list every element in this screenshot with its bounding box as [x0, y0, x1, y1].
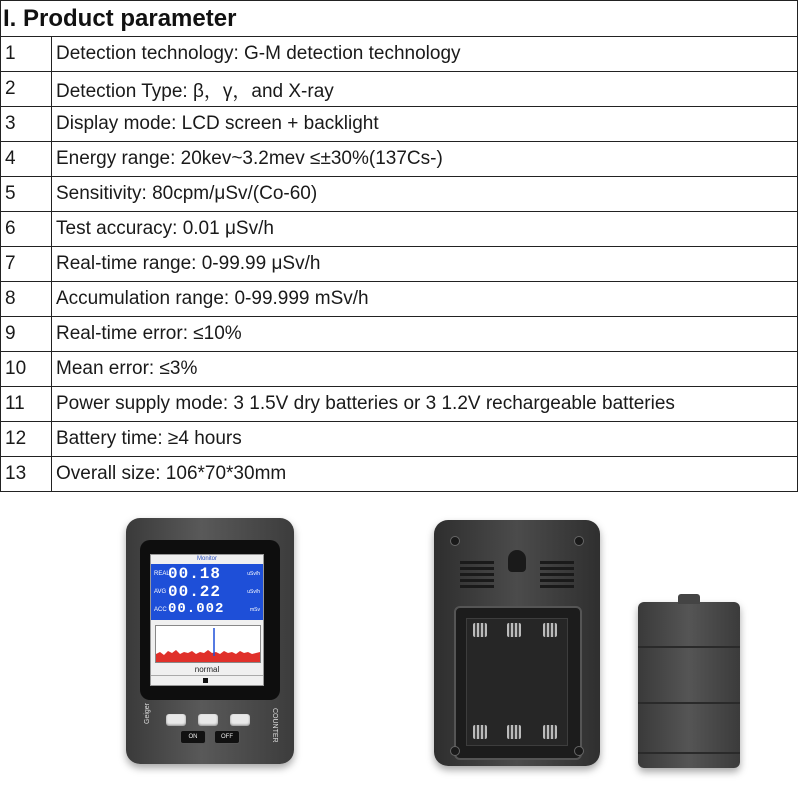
- battery-compartment: [454, 606, 582, 760]
- row-number: 13: [1, 457, 52, 492]
- row-text: Energy range: 20kev~3.2mev ≤±30%(137Cs-): [52, 142, 798, 177]
- reading-unit: mSv: [250, 607, 260, 613]
- table-body: [1, 37, 798, 492]
- battery-spring: [473, 725, 487, 739]
- lcd-screen: [150, 554, 264, 686]
- reading-key: AVG: [154, 589, 167, 595]
- battery-spring: [507, 623, 521, 637]
- reading-value: 00.002: [168, 601, 225, 617]
- graph-noise-fill: [156, 650, 260, 662]
- cover-ridge: [638, 752, 740, 754]
- table-row: [1, 72, 798, 107]
- cover-latch: [678, 594, 700, 604]
- reading-avg: [154, 583, 262, 601]
- row-number: 5: [1, 177, 52, 212]
- table-row: [1, 317, 798, 352]
- row-number: 4: [1, 142, 52, 177]
- hanging-hole: [508, 550, 526, 572]
- row-text: Detection Type: β，γ，and X-ray: [52, 72, 798, 107]
- row-number: 12: [1, 422, 52, 457]
- lcd-title: Monitor: [196, 556, 217, 562]
- device-back-image: [434, 520, 600, 766]
- row-text: Display mode: LCD screen + backlight: [52, 107, 798, 142]
- row-text: Sensitivity: 80cpm/μSv/(Co-60): [52, 177, 798, 212]
- row-text: Test accuracy: 0.01 μSv/h: [52, 212, 798, 247]
- side-label-right: COUNTER: [271, 708, 278, 743]
- reading-unit: uSv/h: [247, 571, 260, 577]
- screw-icon: [450, 746, 460, 756]
- cover-ridge: [638, 646, 740, 648]
- table-header-row: [1, 1, 798, 37]
- row-number: 2: [1, 72, 52, 107]
- reading-acc: [154, 601, 262, 619]
- table-row: [1, 457, 798, 492]
- light-button[interactable]: [230, 714, 250, 726]
- mode-button[interactable]: [198, 714, 218, 726]
- battery-spring: [507, 725, 521, 739]
- table-row: [1, 142, 798, 177]
- reading-key: REAL: [154, 571, 170, 577]
- row-text: Accumulation range: 0-99.999 mSv/h: [52, 282, 798, 317]
- table-row: [1, 107, 798, 142]
- row-text: Power supply mode: 3 1.5V dry batteries or 3 1.2V rechargeable batteries: [52, 387, 798, 422]
- screw-icon: [574, 536, 584, 546]
- product-photos: [0, 500, 800, 800]
- speaker-grill-right: [540, 560, 574, 588]
- table-row: [1, 282, 798, 317]
- row-number: 1: [1, 37, 52, 72]
- row-number: 3: [1, 107, 52, 142]
- row-number: 8: [1, 282, 52, 317]
- row-number: 11: [1, 387, 52, 422]
- reading-value: 00.22: [168, 583, 222, 601]
- screw-icon: [450, 536, 460, 546]
- row-text: Battery time: ≥4 hours: [52, 422, 798, 457]
- row-number: 6: [1, 212, 52, 247]
- row-text: Detection technology: G-M detection technology: [52, 37, 798, 72]
- graph-svg: [156, 626, 260, 662]
- square-icon: [203, 678, 208, 683]
- row-number: 10: [1, 352, 52, 387]
- table-row: [1, 37, 798, 72]
- table-row: [1, 352, 798, 387]
- on-button[interactable]: ON: [180, 730, 206, 744]
- reading-real: [154, 565, 262, 583]
- lcd-bottom-bar: [151, 675, 263, 686]
- row-text: Overall size: 106*70*30mm: [52, 457, 798, 492]
- section-title: I. Product parameter: [1, 1, 798, 37]
- row-text: Mean error: ≤3%: [52, 352, 798, 387]
- side-label-left: Geiger: [144, 702, 151, 724]
- battery-cover-image: [638, 602, 740, 768]
- table-row: [1, 422, 798, 457]
- table-row: [1, 387, 798, 422]
- reading-unit: uSv/h: [247, 589, 260, 595]
- radiation-graph: [155, 625, 261, 663]
- lcd-readings: [151, 564, 263, 620]
- table-row: [1, 212, 798, 247]
- reading-value: 00.18: [168, 565, 222, 583]
- battery-spring: [473, 623, 487, 637]
- off-button[interactable]: OFF: [214, 730, 240, 744]
- speaker-grill-left: [460, 560, 494, 588]
- sound-button[interactable]: [166, 714, 186, 726]
- row-text: Real-time range: 0-99.99 μSv/h: [52, 247, 798, 282]
- reading-key: ACC: [154, 607, 167, 613]
- row-number: 7: [1, 247, 52, 282]
- lcd-status: normal: [194, 665, 220, 674]
- battery-bay-inner: [466, 618, 568, 746]
- device-front-image: [126, 518, 294, 764]
- cover-ridge: [638, 702, 740, 704]
- row-number: 9: [1, 317, 52, 352]
- row-text: Real-time error: ≤10%: [52, 317, 798, 352]
- battery-spring: [543, 623, 557, 637]
- screw-icon: [574, 746, 584, 756]
- battery-spring: [543, 725, 557, 739]
- table-row: [1, 247, 798, 282]
- table-row: [1, 177, 798, 212]
